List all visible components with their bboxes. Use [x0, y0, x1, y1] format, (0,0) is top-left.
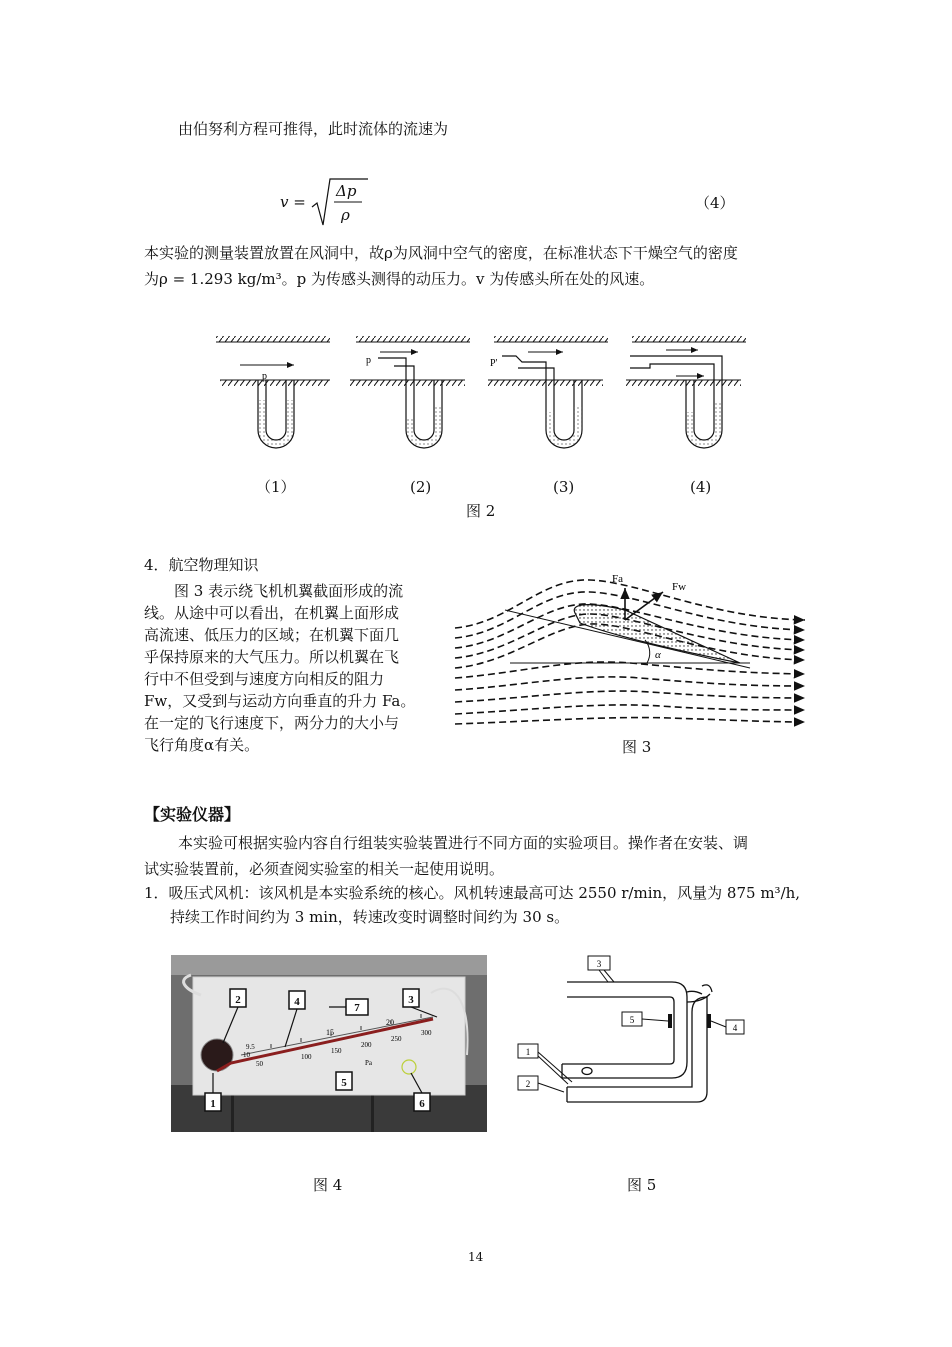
instruments-para-line-2: 试实验装置前，必须查阅实验室的相关一起使用说明。 — [144, 860, 505, 878]
photo-callout: 5 — [341, 1077, 347, 1089]
scale-mark: 10 — [243, 1051, 250, 1059]
panel-1-point-label: p — [262, 371, 267, 382]
figure-3-airfoil — [450, 568, 810, 733]
section-4-heading: 4．航空物理知识 — [144, 556, 259, 574]
figure-3-caption: 图 3 — [622, 738, 652, 756]
section-4-line: Fw，又受到与运动方向垂直的升力 Fa。 — [144, 692, 416, 710]
figure-5-caption: 图 5 — [627, 1176, 657, 1194]
photo-callout: 6 — [419, 1098, 425, 1110]
figure-5-diagram — [512, 952, 762, 1122]
scale-mark: 250 — [391, 1035, 402, 1043]
equation-number: （4） — [695, 194, 735, 212]
figure-2-caption: 图 2 — [466, 502, 496, 520]
panel-2 — [350, 336, 470, 448]
diagram-callout: 2 — [525, 1079, 531, 1089]
diagram-callout: 5 — [629, 1015, 635, 1025]
photo-callout: 7 — [354, 1002, 360, 1014]
force-fw-label: Fw — [672, 581, 687, 593]
section-4-line: 行中不但受到与速度方向相反的阻力 — [144, 670, 385, 688]
page-number: 14 — [468, 1250, 484, 1264]
photo-callout: 1 — [210, 1098, 216, 1110]
figure-2-label-4: (4) — [690, 478, 712, 496]
photo-callout: 2 — [235, 994, 241, 1006]
panel-2-point-label: p — [366, 355, 371, 366]
figure-4-caption: 图 4 — [313, 1176, 343, 1194]
section-4-line: 线。从途中可以看出，在机翼上面形成 — [144, 604, 400, 622]
photo-callout: 3 — [408, 994, 414, 1006]
panel-1 — [216, 336, 330, 448]
instruments-para-line-1: 本实验可根据实验内容自行组装实验装置进行不同方面的实验项目。操作者在安装、调 — [178, 834, 749, 852]
panel-3 — [488, 336, 608, 448]
equation-lhs: v = — [280, 193, 306, 211]
section-4-line: 图 3 表示绕飞机机翼截面形成的流 — [174, 582, 404, 600]
diagram-callout: 1 — [525, 1047, 531, 1057]
angle-label: α — [655, 649, 661, 661]
scale-mark: 150 — [331, 1047, 342, 1055]
section-4-line: 乎保持原来的大气压力。所以机翼在飞 — [144, 648, 400, 666]
figure-2-label-2: (2) — [410, 478, 432, 496]
figure-2-label-1: （1） — [256, 478, 296, 496]
scale-mark: 20 — [386, 1018, 394, 1027]
section-4-body — [144, 580, 444, 756]
scale-mark: 9.5 — [246, 1043, 255, 1051]
section-4-line: 飞行角度α有关。 — [144, 736, 260, 754]
figure-2-label-3: (3) — [553, 478, 575, 496]
panel-4 — [626, 336, 746, 448]
equation-denominator: ρ — [341, 206, 350, 224]
figure-2-diagram — [210, 330, 750, 470]
force-fa-label: Fa — [612, 573, 623, 585]
diagram-callout: 3 — [596, 959, 602, 969]
density-line-1: 本实验的测量装置放置在风洞中，故ρ为风洞中空气的密度，在标准状态下干燥空气的密度 — [144, 244, 738, 262]
scale-mark: 200 — [361, 1041, 372, 1049]
instruments-heading: 【实验仪器】 — [144, 805, 241, 824]
velocity-equation — [270, 175, 380, 230]
intro-line: 由伯努利方程可推得，此时流体的流速为 — [178, 120, 449, 138]
photo-callout: 4 — [294, 996, 300, 1008]
density-line-2: 为ρ = 1.293 kg/m³。p 为传感头测得的动压力。v 为传感头所在处的风速。 — [144, 270, 655, 288]
instruments-item-1-line-2: 持续工作时间约为 3 min，转速改变时调整时间约为 30 s。 — [170, 908, 570, 926]
scale-mark: 300 — [421, 1029, 432, 1037]
diagram-callout: 4 — [732, 1023, 738, 1033]
scale-mark: 100 — [301, 1053, 312, 1061]
section-4-line: 在一定的飞行速度下，两分力的大小与 — [144, 714, 400, 732]
instruments-item-1-line-1: 1．吸压式风机：该风机是本实验系统的核心。风机转速最高可达 2550 r/min，风量为 875 m³/h, — [144, 884, 801, 902]
figure-4-photo — [171, 955, 487, 1132]
panel-3-point-label: P' — [490, 358, 498, 369]
scale-mark: 15 — [326, 1028, 334, 1037]
section-4-line: 高流速、低压力的区域；在机翼下面几 — [144, 626, 400, 644]
scale-mark: Pa — [365, 1059, 372, 1067]
equation-numerator: Δp — [336, 182, 357, 200]
scale-mark: 50 — [256, 1060, 263, 1068]
